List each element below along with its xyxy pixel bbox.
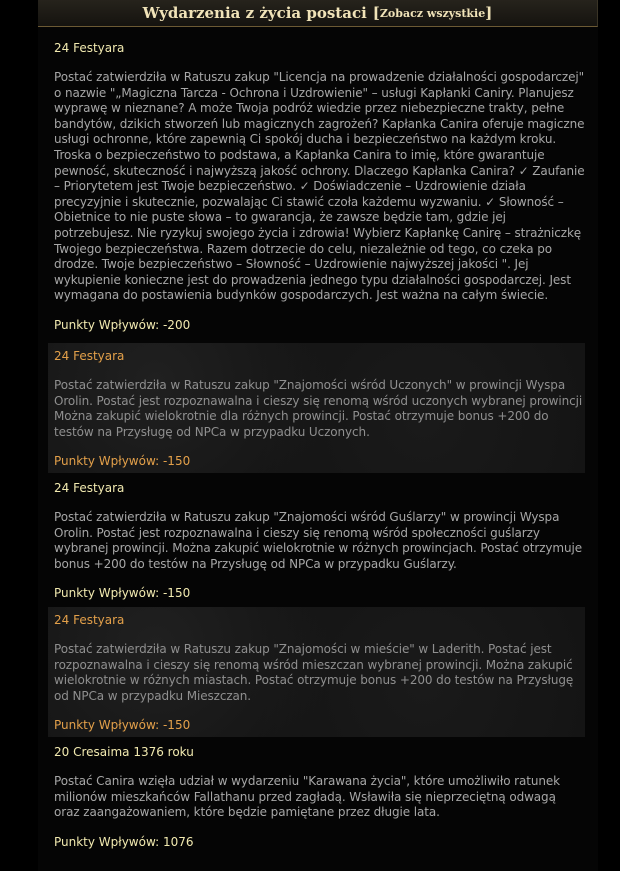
event-entry xyxy=(48,35,585,335)
event-entry xyxy=(48,739,585,859)
open-bracket: [ xyxy=(372,4,380,22)
panel-header xyxy=(38,0,598,27)
event-points: Punkty Wpływów: -200 xyxy=(54,317,191,332)
event-entry xyxy=(48,607,585,737)
event-description: Postać Canira wzięła udział w wydarzeniu "Karawana życia", które umożliwiło ratunek milionów mieszkańców Fallathanu przed zagładą. Wsławiła się nieprzeciętną odwagą oraz zaangażowaniem, które będzie pamiętane przez długie lata. xyxy=(54,774,560,820)
events-panel xyxy=(38,0,598,871)
event-description: Postać zatwierdziła w Ratuszu zakup "Znajomości w mieście" w Laderith. Postać jest rozpoznawalna i cieszy się renomą wśród mieszczan wybranej prowincji. Można zakupić wielokrotnie w różnych miastach. Postać otrzymuje bonus +200 do testów na Przysługę od NPCa w przypadku Mieszczan. xyxy=(54,642,574,703)
event-description: Postać zatwierdziła w Ratuszu zakup "Licencja na prowadzenie działalności gospodarczej" o nazwie "„Magiczna Tarcza - Ochrona i Uzdrowienie" – usługi Kapłanki Caniry. Planujesz wyprawę w nieznane? A może Twoja podróż wiedzie przez niebezpieczne trakty, pełne bandytów, dzikich stworzeń lub magicznych zagrożeń? Kapłanka Canira oferuje magiczne usługi ochronne, które zapewnią Ci spokój ducha i bezpieczeństwo na każdym kroku. Troska o bezpieczeństwo to podstawa, a Kapłanka Canira to imię, które gwarantuje pewność, skuteczność i najwyższą jakość ochrony. Dlaczego Kapłanka Canira? ✓ Zaufanie – Priorytetem jest Twoje bezpieczeństwo. ✓ Doświadczenie – Uzdrowienie działa precyzyjnie i skutecznie, pozwalając Ci stawić czoła każdemu wyzwaniu. ✓ Słowność – Obietnice to nie puste słowa – to gwarancja, że zawsze będzie tam, gdzie jej potrzebujesz. Nie ryzykuj swojego życia i zdrowia! Wybierz Kapłankę Canirę – strażniczkę Twojego bezpieczeństwa. Razem dotrzecie do celu, niezależnie od tego, co czeka po drodze. Twoje bezpieczeństwo – Słowność – Uzdrowienie najwyższej jakości ". Jej wykupienie konieczne jest do prowadzenia jednego typu działalności gospodarczej. Jest wymagana do postawienia budynków gospodarczych. Jest ważna na całym świecie. xyxy=(54,70,585,303)
event-date: 24 Festyara xyxy=(54,613,125,627)
close-bracket: ] xyxy=(485,4,493,22)
event-points: Punkty Wpływów: -150 xyxy=(54,454,191,469)
see-all-link[interactable]: Zobacz wszystkie xyxy=(379,6,486,20)
event-entry xyxy=(48,343,585,473)
event-points: Punkty Wpływów: -150 xyxy=(54,718,191,733)
event-points: Punkty Wpływów: -150 xyxy=(54,586,191,601)
event-date: 24 Festyara xyxy=(54,41,125,55)
event-description: Postać zatwierdziła w Ratuszu zakup "Znajomości wśród Uczonych" w prowincji Wyspa Orolin. Postać jest rozpoznawalna i cieszy się renomą wśród uczonych wybranej prowincji Można zakupić wielokrotnie dla różnych prowincji. Postać otrzymuje bonus +200 do testów na Przysługę od NPCa w przypadku Uczonych. xyxy=(54,378,583,439)
event-entry xyxy=(48,475,585,605)
event-description: Postać zatwierdziła w Ratuszu zakup "Znajomości wśród Guślarzy" w prowincji Wyspa Orolin. Postać jest rozpoznawalna i cieszy się renomą wśród społeczności guślarzy wybranej prowincji. Można zakupić wielokrotnie w różnych prowincjach. Postać otrzymuje bonus +200 do testów na Przysługę od NPCa w przypadku Guślarzy. xyxy=(54,510,583,571)
panel-title: Wydarzenia z życia postaci xyxy=(142,4,367,22)
event-date: 20 Cresaima 1376 roku xyxy=(54,745,194,759)
event-points: Punkty Wpływów: 1076 xyxy=(54,834,194,849)
event-date: 24 Festyara xyxy=(54,481,125,495)
event-date: 24 Festyara xyxy=(54,349,125,363)
